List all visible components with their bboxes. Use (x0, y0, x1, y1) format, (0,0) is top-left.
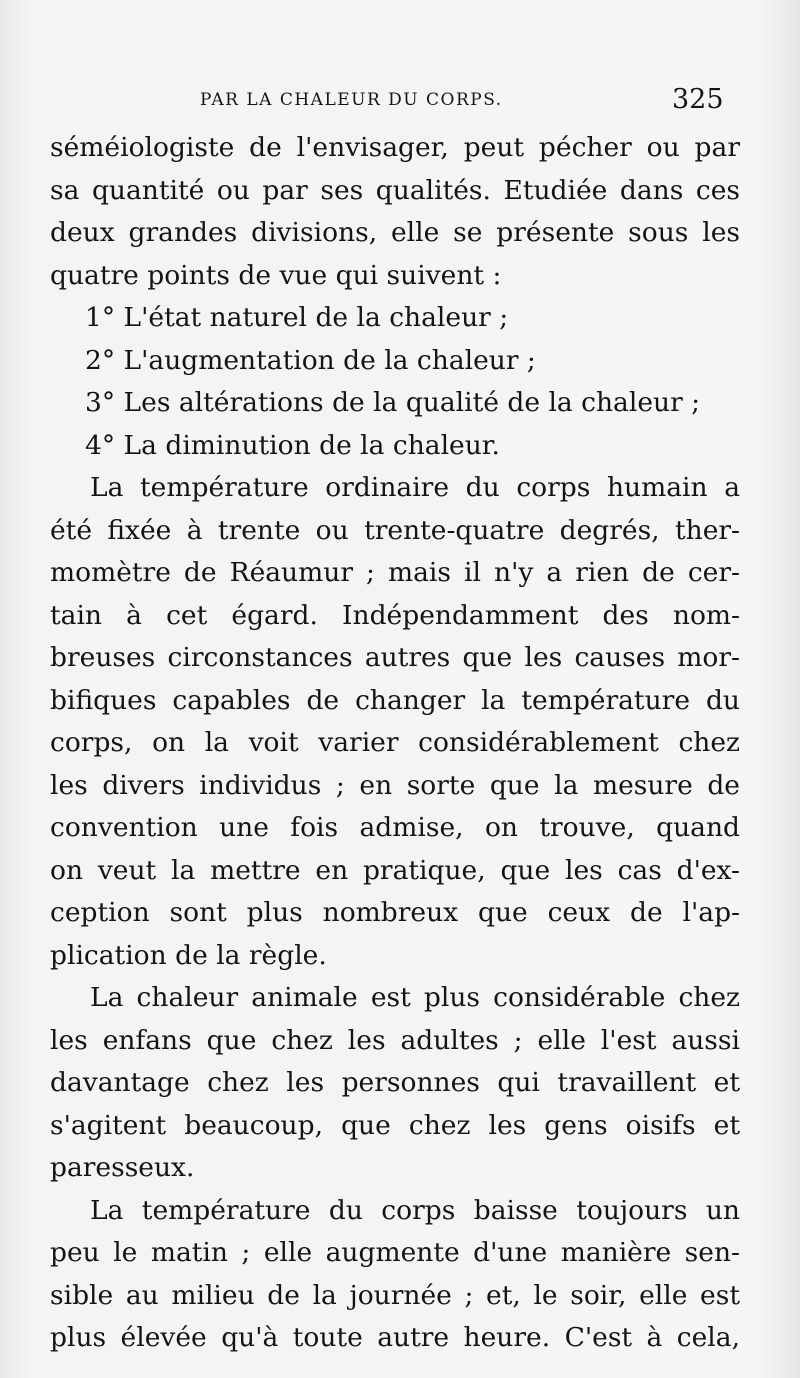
page-number: 325 (672, 84, 724, 115)
text-line: La chaleur animale est plus considérable chez (90, 982, 740, 1013)
text-line: s'agitent beaucoup, que chez les gens oisifs et (50, 1109, 740, 1141)
text-line: plication de la règle. (50, 939, 327, 971)
text-line: convention une fois admise, on trouve, quand (50, 812, 740, 843)
text-line: La température du corps baisse toujours un (90, 1194, 740, 1226)
text-line: davantage chez les personnes qui travaillent et (50, 1067, 740, 1098)
text-line: 4° La diminution de la chaleur. (85, 429, 500, 461)
text-line: 1° L'état naturel de la chaleur ; (85, 302, 509, 333)
text-line: corps, on la voit varier considérablement chez (50, 727, 740, 758)
text-line: plus élevée qu'à toute autre heure. C'est à cela, (50, 1322, 740, 1353)
text-line: bifiques capables de changer la température du (50, 684, 740, 716)
text-line: on veut la mettre en pratique, que les cas d'ex- (50, 854, 740, 886)
text-line: ception sont plus nombreux que ceux de l'ap- (50, 897, 740, 928)
text-line: les divers individus ; en sorte que la mesure de (50, 769, 740, 801)
body-text (50, 127, 740, 1360)
text-line: momètre de Réaumur ; mais il n'y a rien de cer- (50, 557, 740, 588)
text-line: tain à cet égard. Indépendamment des nom- (50, 599, 740, 631)
text-line: séméiologiste de l'envisager, peut pécher ou par (50, 132, 740, 163)
text-line: les enfans que chez les adultes ; elle l'est aussi (50, 1024, 740, 1056)
text-line: 3° Les altérations de la qualité de la chaleur ; (85, 387, 701, 418)
text-line: quatre points de vue qui suivent : (50, 259, 502, 291)
page-header (0, 84, 800, 124)
text-line: 2° L'augmentation de la chaleur ; (85, 344, 536, 376)
text-line: breuses circonstances autres que les causes mor- (50, 642, 740, 673)
text-line: sa quantité ou par ses qualités. Etudiée dans ces (50, 174, 740, 206)
text-line: sible au milieu de la journée ; et, le soir, elle est (50, 1279, 740, 1311)
text-line: deux grandes divisions, elle se présente sous les (50, 217, 740, 248)
running-title: PAR LA CHALEUR DU CORPS. (200, 90, 503, 110)
text-line: paresseux. (50, 1152, 195, 1183)
text-line: été fixée à trente ou trente-quatre degrés, ther- (50, 514, 740, 546)
text-line: peu le matin ; elle augmente d'une manière sen- (50, 1237, 740, 1268)
text-line: La température ordinaire du corps humain a (90, 472, 740, 503)
